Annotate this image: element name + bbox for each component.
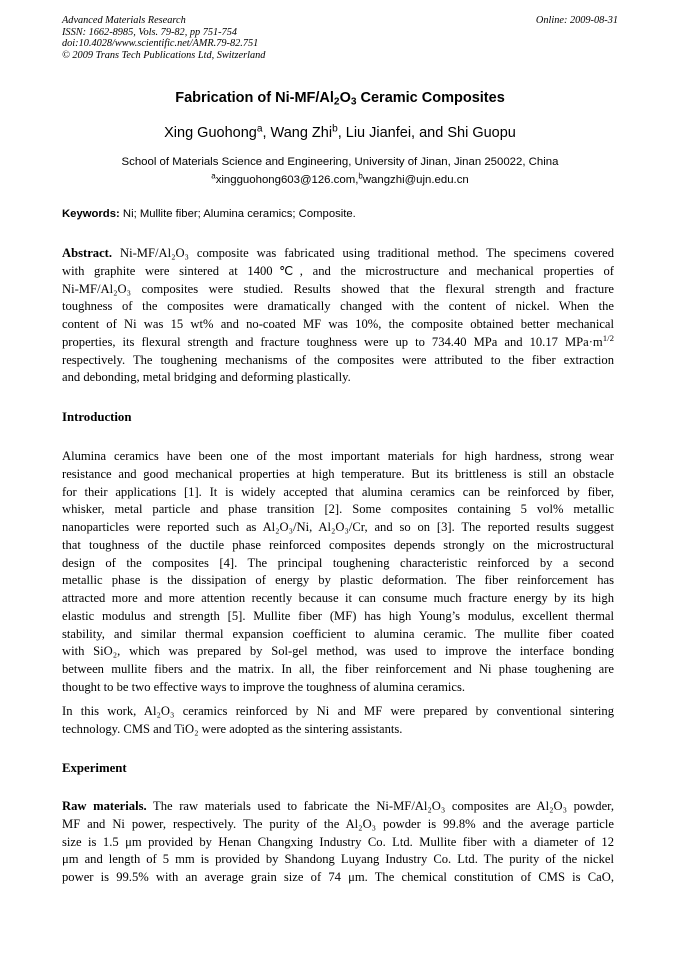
keywords bbox=[62, 208, 618, 220]
raw-materials-label: Raw materials. bbox=[62, 799, 147, 813]
keywords-label: Keywords: bbox=[62, 208, 120, 220]
affiliation bbox=[62, 153, 618, 189]
journal-issn: ISSN: 1662-8985, Vols. 79-82, pp 751-754 bbox=[62, 26, 238, 38]
intro-line: whisker, metal particle and phase transition [2]. Some composites containing 5 vol% metallic bbox=[62, 502, 614, 517]
abstract-line: and debonding, metal bridging and deforming plastically. bbox=[62, 370, 351, 385]
intro-line: for their applications [1]. It is widely accepted that alumina ceramics can be reinforced by fiber, bbox=[62, 484, 614, 499]
abstract-label: Abstract. bbox=[62, 246, 113, 260]
affiliation-line: School of Materials Science and Engineering, University of Jinan, Jinan 250022, China bbox=[121, 156, 559, 168]
email-a-sup: a bbox=[211, 171, 216, 181]
intro-line: elastic modulus and strength [5]. Mullite fiber (MF) has high Young’s modulus, excellent thermal bbox=[62, 608, 614, 623]
journal-header bbox=[62, 15, 618, 61]
experiment-line: μm and length of 5 mm is provided by Shandong Luyang Industry Co. Ltd. The purity of the nickel bbox=[62, 852, 614, 867]
intro-line: design of the composites [4]. The principal toughening characteristic reinforced by a second bbox=[62, 555, 614, 570]
experiment-line: power is 99.5% with an average grain size of 74 μm. The chemical constitution of CMS is CaO, bbox=[62, 870, 614, 884]
journal-doi: doi:10.4028/www.scientific.net/AMR.79-82.751 bbox=[62, 38, 259, 50]
intro-line: Alumina ceramics have been one of the most important materials for high hardness, strong wear bbox=[62, 449, 614, 463]
introduction-paragraph-2 bbox=[62, 703, 614, 739]
title-subscript-3: 3 bbox=[350, 96, 357, 108]
keywords-text: Ni; Mullite fiber; Alumina ceramics; Composite. bbox=[119, 208, 356, 220]
intro-line: that toughness of the ductile phase reinforced composites depends strongly on the microstructural bbox=[62, 537, 614, 552]
intro-line: In this work, Al₂O₃ ceramics reinforced by Ni and MF were prepared by conventional sintering bbox=[62, 704, 614, 718]
title-text-tail: Ceramic Composites bbox=[356, 90, 505, 106]
abstract-line: with graphite were sintered at 1400℃, and the microstructure and mechanical properties of bbox=[62, 263, 614, 278]
email-b: wangzhi@ujn.edu.cn bbox=[362, 174, 469, 186]
intro-line: technology. CMS and TiO₂ were adopted as the sintering assistants. bbox=[62, 721, 403, 736]
intro-line: with SiO₂, which was prepared by Sol-gel method, was used to improve the interface bonding bbox=[62, 644, 614, 659]
email-line bbox=[62, 171, 618, 189]
introduction-paragraph-1 bbox=[62, 448, 614, 697]
abstract-line: respectively. The toughening mechanisms of the composites were attributed to the fiber extraction bbox=[62, 352, 614, 367]
journal-name: Advanced Materials Research bbox=[62, 15, 186, 26]
intro-line: resistance and good mechanical properties at high temperature. But its brittleness is still an obstacle bbox=[62, 466, 614, 481]
abstract-line: content of Ni was 15 wt% and no-coated MF was 10%, the composite obtained better mechanical bbox=[62, 317, 614, 331]
abstract-line: Ni-MF/Al₂O₃ composites were studied. Results showed that the flexural strength and fracture bbox=[62, 281, 614, 296]
intro-line: metallic phase is the dissipation of energy by plastic deformation. The fiber reinforcement has bbox=[62, 573, 614, 588]
online-date: Online: 2009-08-31 bbox=[535, 15, 618, 26]
abstract-line: toughness of the composites were dramatically changed with the content of nickel. When the bbox=[62, 299, 614, 314]
exponent-superscript: 1/2 bbox=[602, 332, 614, 343]
experiment-line: size is 1.5 μm provided by Henan Changxing Industry Co. Ltd. Mullite fiber with a diameter of 12 bbox=[62, 834, 614, 849]
introduction-heading: Introduction bbox=[62, 410, 132, 424]
title-text: Fabrication of Ni-MF/Al bbox=[175, 90, 334, 106]
paper-title bbox=[62, 90, 618, 106]
experiment-line: Raw materials. The raw materials used to fabricate the Ni-MF/Al₂O₃ composites are Al₂O₃ powder, bbox=[62, 799, 615, 813]
abstract-line: properties, its flexural strength and fracture toughness were up to 734.40 MPa and 10.17 $MPa\cdot m^{1/2}$ bbox=[62, 332, 614, 349]
intro-line: stability, and similar thermal expansion coefficient to alumina ceramic. The mullite fiber coated bbox=[62, 626, 614, 641]
abstract-paragraph bbox=[62, 245, 614, 387]
abstract-line: Abstract. Ni-MF/Al₂O₃ composite was fabricated using traditional method. The specimens covered bbox=[62, 246, 614, 260]
title-text-o: O bbox=[339, 90, 351, 106]
email-b-sup: b bbox=[358, 171, 363, 181]
title-subscript-2: 2 bbox=[333, 96, 340, 108]
author-1-sup: a bbox=[256, 123, 263, 135]
author-1: Xing Guohong bbox=[164, 125, 257, 141]
author-list bbox=[62, 125, 618, 141]
author-2: , Wang Zhi bbox=[262, 125, 333, 141]
intro-line: nanoparticles were reported such as Al₂O₃/Ni, Al₂O₃/Cr, and so on [3]. The reported results suggest bbox=[62, 520, 614, 534]
intro-line: attracted more and more attention recently because it can consume much fracture energy by its high bbox=[62, 591, 614, 605]
author-2-sup: b bbox=[332, 123, 338, 135]
journal-copyright: © 2009 Trans Tech Publications Ltd, Switzerland bbox=[62, 49, 266, 61]
experiment-heading: Experiment bbox=[62, 761, 127, 775]
experiment-paragraph bbox=[62, 798, 614, 887]
author-3-4: , Liu Jianfei, and Shi Guopu bbox=[337, 125, 516, 141]
intro-line: thought to be two effective ways to improve the toughness of alumina ceramics. bbox=[62, 679, 466, 694]
intro-line: between mullite fibers and the matrix. In all, the fiber reinforcement and Ni phase toughening are bbox=[62, 662, 614, 676]
experiment-line: MF and Ni power, respectively. The purity of the Al₂O₃ powder is 99.8% and the average particle bbox=[62, 816, 614, 831]
email-a: xingguohong603@126.com, bbox=[215, 174, 359, 186]
